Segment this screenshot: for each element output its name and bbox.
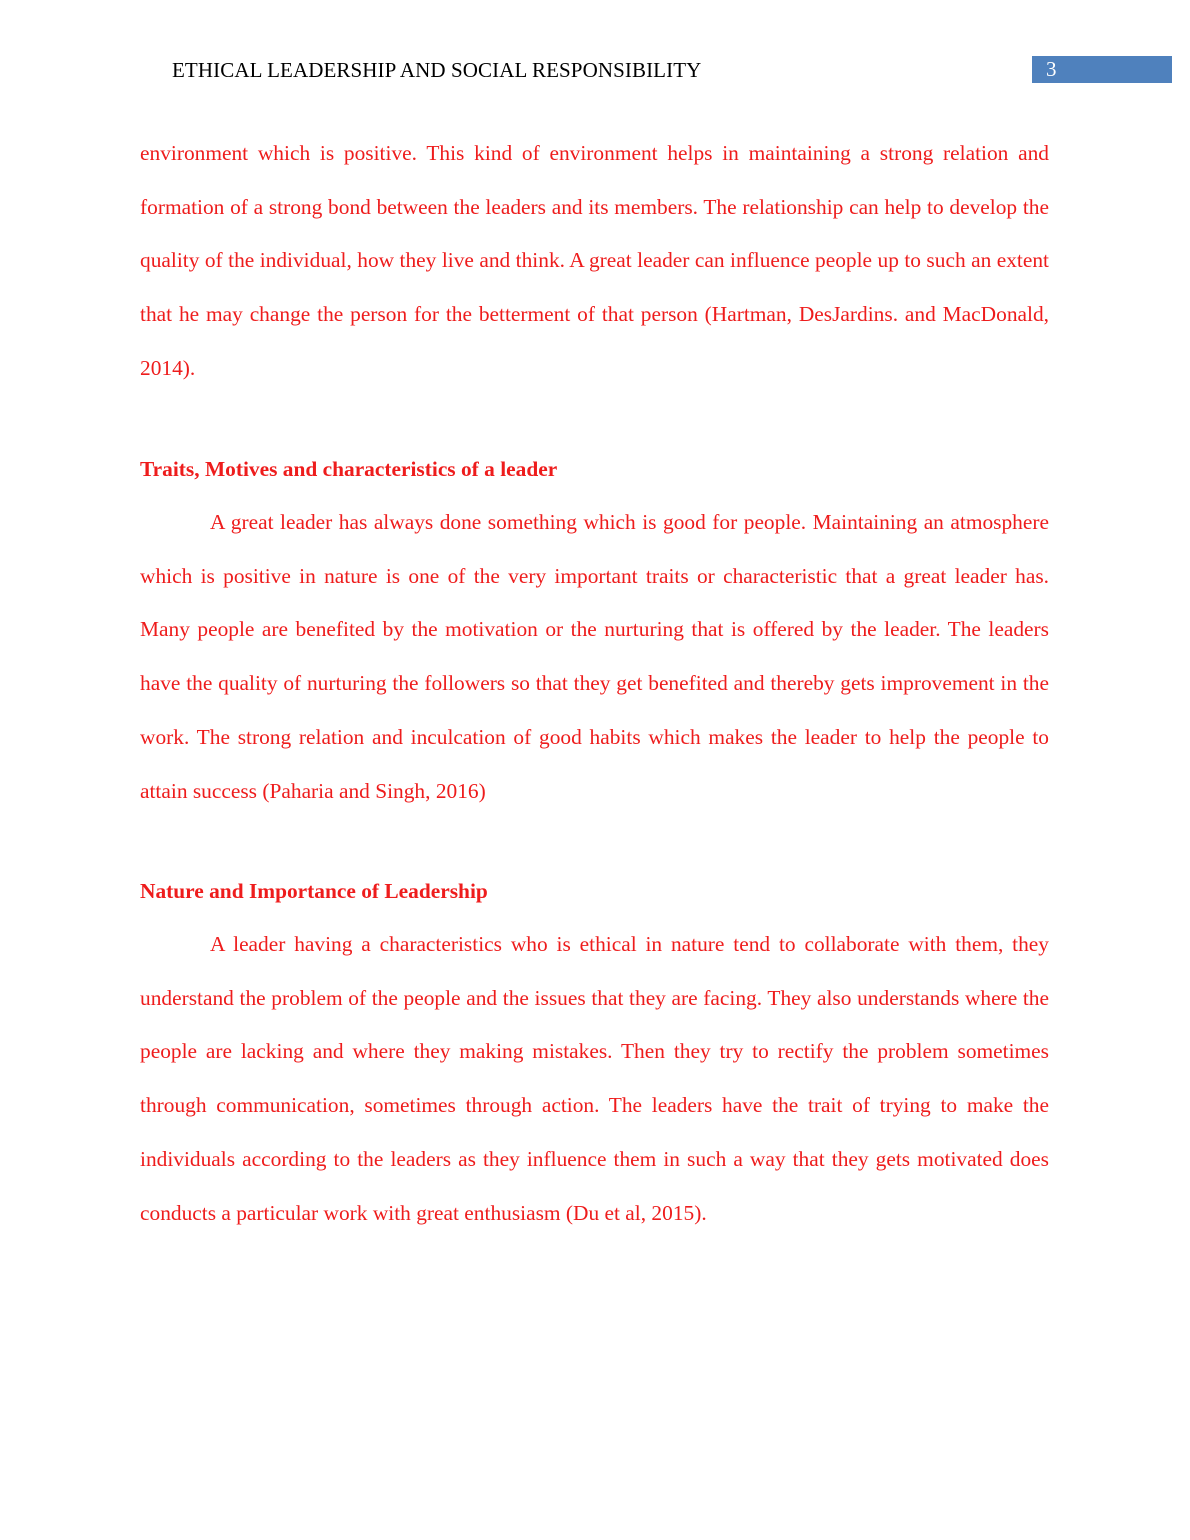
section-heading-traits: Traits, Motives and characteristics of a leader — [140, 457, 558, 481]
page-number-box — [1032, 56, 1172, 83]
section-paragraph-traits: A great leader has always done something which is good for people. Maintaining an atmosphere which is positive in nature is one of the very important traits or characteristic that a great leader has. Many people are benefited by the motivation or the nurturing that is offered by the leader. The leaders have the quality of nurturing the followers so that they get benefited and thereby gets improvement in the work. The strong relation and inculcation of good habits which makes the leader to help the people to attain success (Paharia and Singh, 2016) — [140, 510, 1049, 803]
running-head: ETHICAL LEADERSHIP AND SOCIAL RESPONSIBILITY — [172, 58, 702, 82]
continuation-paragraph: environment which is positive. This kind of environment helps in maintaining a strong relation and formation of a strong bond between the leaders and its members. The relationship can help to develop the quality of the individual, how they live and think. A great leader can influence people up to such an extent that he may change the person for the betterment of that person (Hartman, DesJardins. and MacDonald, 2014). — [140, 141, 1049, 380]
page-number: 3 — [1046, 57, 1057, 81]
section-heading-nature: Nature and Importance of Leadership — [140, 879, 488, 903]
section-paragraph-nature: A leader having a characteristics who is ethical in nature tend to collaborate with them, they understand the problem of the people and the issues that they are facing. They also understands where the people are lacking and where they making mistakes. Then they try to rectify the problem sometimes through communication, sometimes through action. The leaders have the trait of trying to make the individuals according to the leaders as they influence them in such a way that they gets motivated does conducts a particular work with great enthusiasm (Du et al, 2015). — [140, 932, 1049, 1225]
